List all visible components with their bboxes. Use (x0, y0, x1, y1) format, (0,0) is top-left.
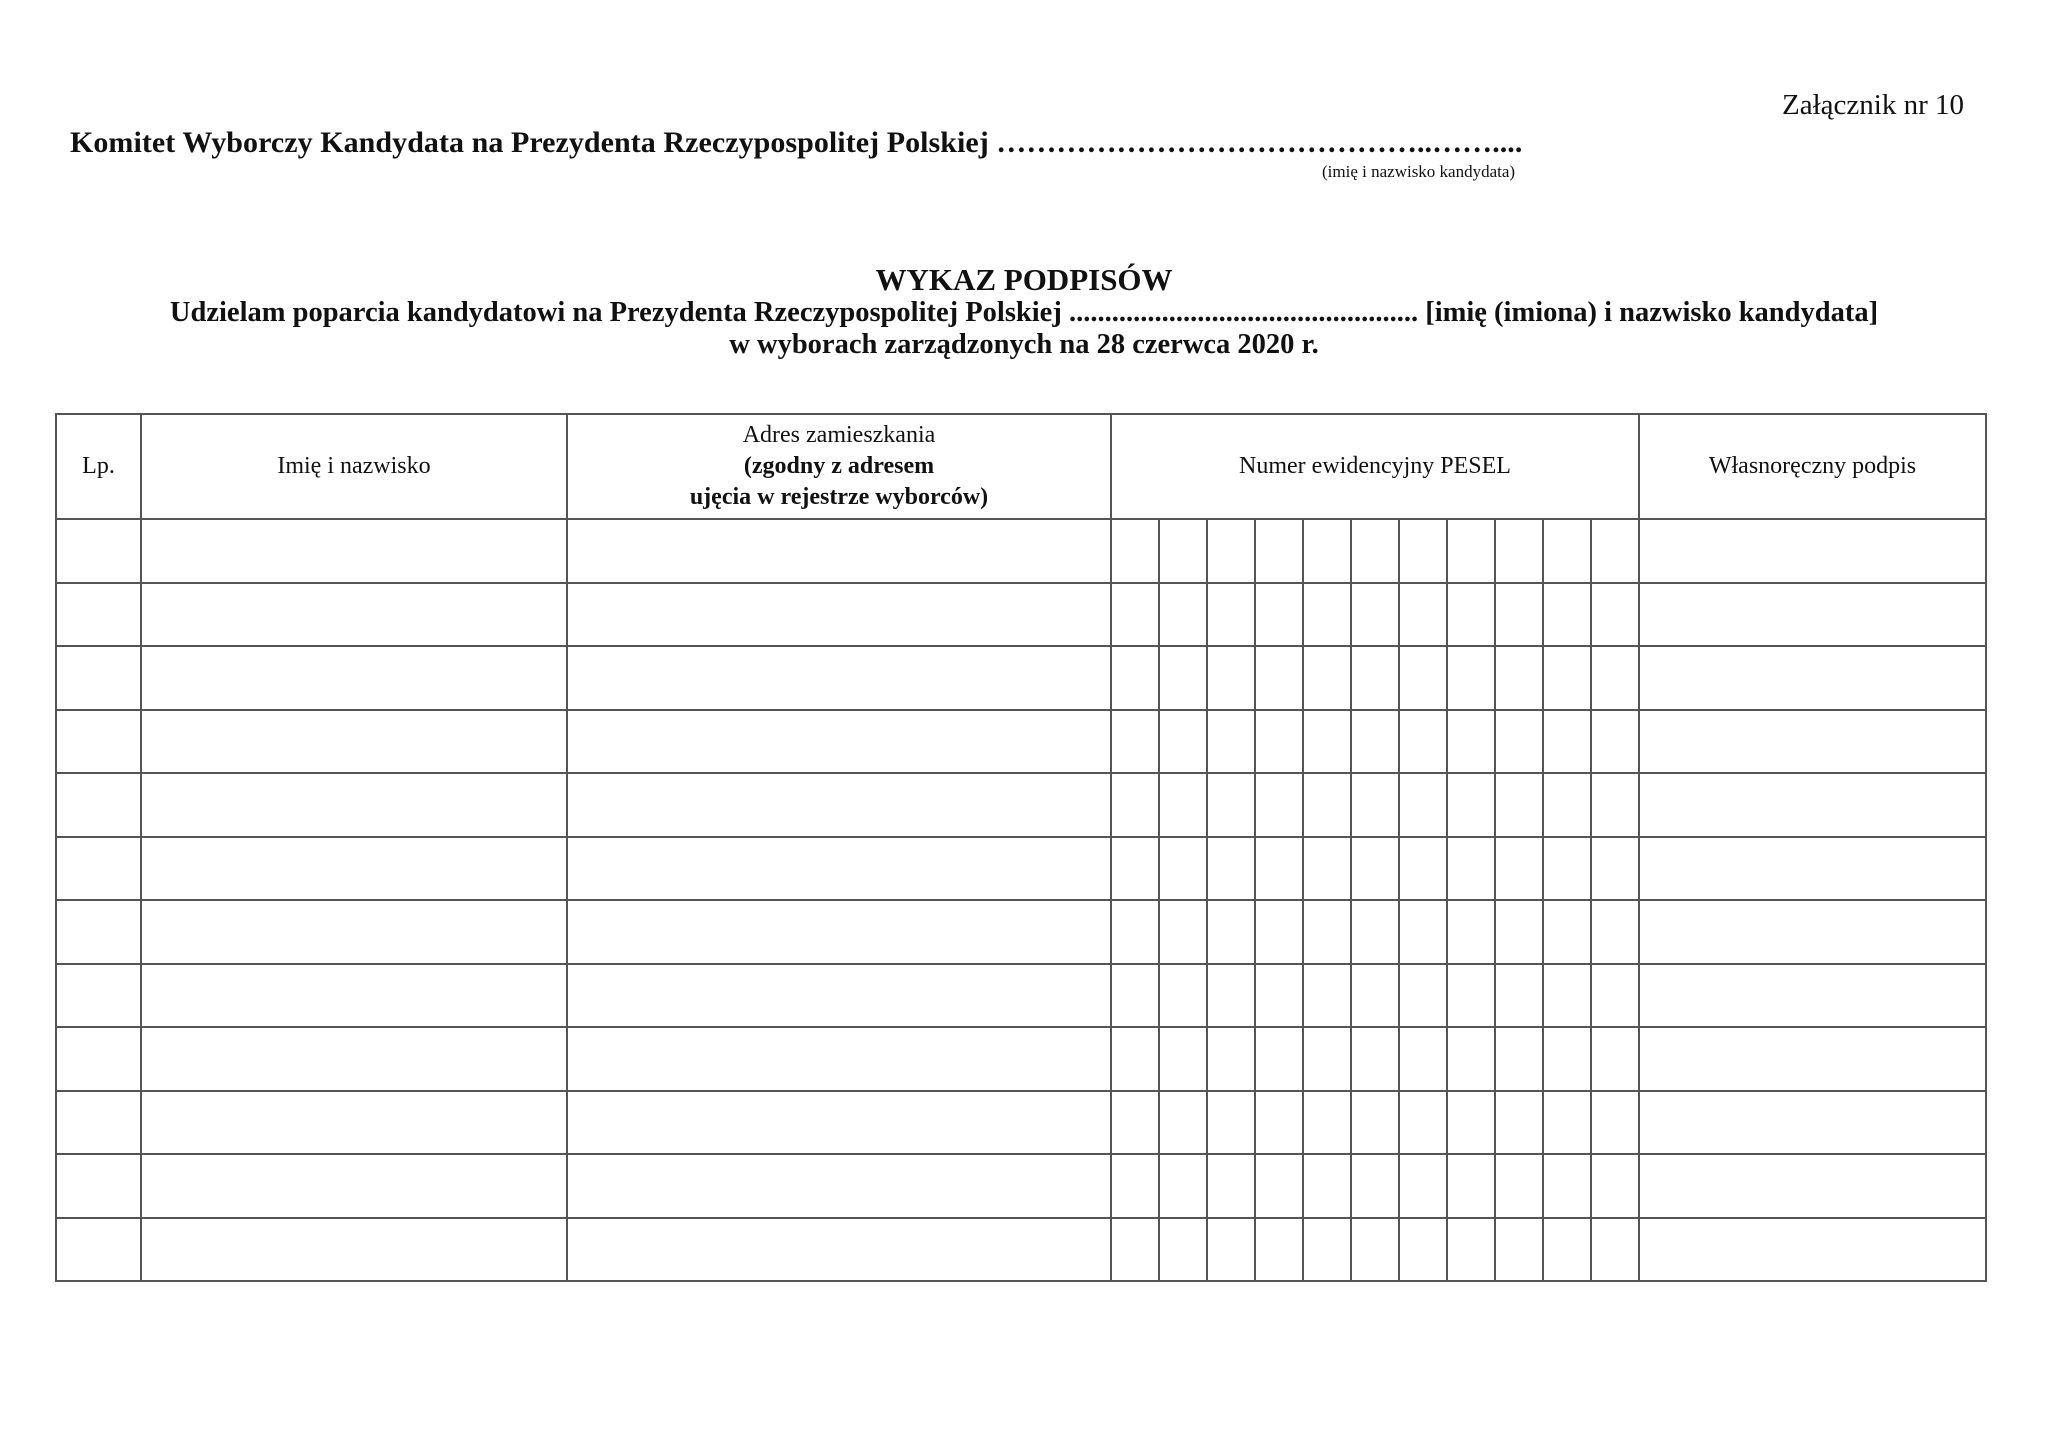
cell-pesel-digit[interactable] (1543, 1154, 1591, 1218)
header-address-note-1: (zgodny z adresem (743, 453, 935, 479)
cell-pesel-digit[interactable] (1255, 646, 1303, 710)
cell-pesel-digit[interactable] (1351, 1027, 1399, 1091)
header-address-title: Adres zamieszkania (742, 422, 936, 448)
cell-signature[interactable] (1639, 837, 1986, 901)
header-signature: Własnoręczny podpis (1639, 414, 1986, 519)
cell-pesel-digit[interactable] (1543, 1218, 1591, 1282)
cell-lp[interactable] (56, 773, 141, 837)
cell-name[interactable] (141, 1218, 567, 1282)
cell-lp[interactable] (56, 837, 141, 901)
cell-signature[interactable] (1639, 710, 1986, 774)
cell-pesel-digit[interactable] (1303, 964, 1351, 1028)
cell-signature[interactable] (1639, 646, 1986, 710)
cell-pesel-digit[interactable] (1399, 1091, 1447, 1155)
cell-pesel-digit[interactable] (1399, 519, 1447, 583)
cell-pesel-digit[interactable] (1399, 1154, 1447, 1218)
cell-pesel-digit[interactable] (1207, 1154, 1255, 1218)
cell-pesel-digit[interactable] (1399, 583, 1447, 647)
cell-lp[interactable] (56, 964, 141, 1028)
cell-pesel-digit[interactable] (1255, 773, 1303, 837)
cell-pesel-digit[interactable] (1207, 710, 1255, 774)
cell-pesel-digit[interactable] (1351, 964, 1399, 1028)
cell-pesel-digit[interactable] (1591, 519, 1639, 583)
cell-name[interactable] (141, 964, 567, 1028)
cell-lp[interactable] (56, 900, 141, 964)
cell-name[interactable] (141, 837, 567, 901)
cell-pesel-digit[interactable] (1447, 1154, 1495, 1218)
cell-lp[interactable] (56, 1154, 141, 1218)
cell-pesel-digit[interactable] (1447, 773, 1495, 837)
cell-pesel-digit[interactable] (1351, 1218, 1399, 1282)
cell-pesel-digit[interactable] (1111, 710, 1159, 774)
cell-pesel-digit[interactable] (1399, 964, 1447, 1028)
cell-pesel-digit[interactable] (1111, 1091, 1159, 1155)
cell-pesel-digit[interactable] (1495, 583, 1543, 647)
cell-pesel-digit[interactable] (1543, 837, 1591, 901)
cell-pesel-digit[interactable] (1207, 1027, 1255, 1091)
cell-pesel-digit[interactable] (1207, 646, 1255, 710)
header-address-note-2: ujęcia w rejestrze wyborców) (689, 484, 989, 510)
cell-pesel-digit[interactable] (1351, 1154, 1399, 1218)
cell-pesel-digit[interactable] (1111, 837, 1159, 901)
cell-name[interactable] (141, 583, 567, 647)
cell-lp[interactable] (56, 710, 141, 774)
cell-pesel-digit[interactable] (1159, 646, 1207, 710)
cell-pesel-digit[interactable] (1495, 900, 1543, 964)
cell-lp[interactable] (56, 583, 141, 647)
cell-pesel-digit[interactable] (1495, 837, 1543, 901)
cell-pesel-digit[interactable] (1543, 710, 1591, 774)
table-row (56, 773, 1986, 837)
cell-pesel-digit[interactable] (1303, 583, 1351, 647)
cell-pesel-digit[interactable] (1303, 1218, 1351, 1282)
cell-pesel-digit[interactable] (1255, 1218, 1303, 1282)
table-row (56, 964, 1986, 1028)
cell-pesel-digit[interactable] (1159, 837, 1207, 901)
cell-pesel-digit[interactable] (1303, 1154, 1351, 1218)
cell-pesel-digit[interactable] (1303, 1091, 1351, 1155)
cell-address[interactable] (567, 900, 1111, 964)
cell-pesel-digit[interactable] (1111, 583, 1159, 647)
cell-pesel-digit[interactable] (1399, 710, 1447, 774)
cell-pesel-digit[interactable] (1591, 1218, 1639, 1282)
cell-pesel-digit[interactable] (1111, 900, 1159, 964)
cell-pesel-digit[interactable] (1303, 519, 1351, 583)
cell-pesel-digit[interactable] (1591, 1027, 1639, 1091)
cell-pesel-digit[interactable] (1495, 773, 1543, 837)
cell-name[interactable] (141, 1091, 567, 1155)
cell-pesel-digit[interactable] (1495, 519, 1543, 583)
header-pesel: Numer ewidencyjny PESEL (1111, 414, 1639, 519)
cell-address[interactable] (567, 1154, 1111, 1218)
cell-pesel-digit[interactable] (1447, 900, 1495, 964)
cell-pesel-digit[interactable] (1207, 1091, 1255, 1155)
cell-name[interactable] (141, 646, 567, 710)
cell-pesel-digit[interactable] (1543, 583, 1591, 647)
cell-pesel-digit[interactable] (1111, 964, 1159, 1028)
cell-pesel-digit[interactable] (1447, 646, 1495, 710)
cell-pesel-digit[interactable] (1447, 519, 1495, 583)
cell-address[interactable] (567, 1027, 1111, 1091)
cell-address[interactable] (567, 1218, 1111, 1282)
support-statement: Udzielam poparcia kandydatowi na Prezydenta Rzeczypospolitej Polskiej ................................................. [imię (imiona) i nazwisko kandydata] (169, 297, 1879, 328)
cell-pesel-digit[interactable] (1111, 519, 1159, 583)
cell-address[interactable] (567, 519, 1111, 583)
cell-name[interactable] (141, 1154, 567, 1218)
cell-pesel-digit[interactable] (1543, 964, 1591, 1028)
cell-pesel-digit[interactable] (1351, 900, 1399, 964)
cell-address[interactable] (567, 837, 1111, 901)
document-title: WYKAZ PODPISÓW (875, 262, 1173, 297)
cell-pesel-digit[interactable] (1447, 1218, 1495, 1282)
cell-pesel-digit[interactable] (1255, 964, 1303, 1028)
cell-pesel-digit[interactable] (1207, 1218, 1255, 1282)
table-row (56, 837, 1986, 901)
cell-pesel-digit[interactable] (1399, 837, 1447, 901)
cell-pesel-digit[interactable] (1495, 1154, 1543, 1218)
cell-pesel-digit[interactable] (1255, 519, 1303, 583)
table-row (56, 1218, 1986, 1282)
cell-pesel-digit[interactable] (1111, 1027, 1159, 1091)
cell-pesel-digit[interactable] (1255, 1154, 1303, 1218)
committee-title: Komitet Wyborczy Kandydata na Prezydenta Rzeczypospolitej Polskiej ……………………………………..…….... (70, 126, 1523, 159)
cell-name[interactable] (141, 773, 567, 837)
cell-pesel-digit[interactable] (1111, 646, 1159, 710)
cell-pesel-digit[interactable] (1159, 1218, 1207, 1282)
cell-pesel-digit[interactable] (1351, 646, 1399, 710)
table-row (56, 710, 1986, 774)
cell-pesel-digit[interactable] (1303, 773, 1351, 837)
cell-signature[interactable] (1639, 1154, 1986, 1218)
cell-pesel-digit[interactable] (1351, 837, 1399, 901)
cell-address[interactable] (567, 710, 1111, 774)
cell-pesel-digit[interactable] (1351, 519, 1399, 583)
cell-pesel-digit[interactable] (1207, 519, 1255, 583)
signature-rows (56, 519, 1986, 1281)
cell-lp[interactable] (56, 646, 141, 710)
candidate-name-caption: (imię i nazwisko kandydata) (1322, 162, 1516, 181)
cell-pesel-digit[interactable] (1495, 1218, 1543, 1282)
cell-pesel-digit[interactable] (1159, 773, 1207, 837)
cell-pesel-digit[interactable] (1351, 773, 1399, 837)
cell-pesel-digit[interactable] (1495, 646, 1543, 710)
table-row (56, 1027, 1986, 1091)
cell-address[interactable] (567, 964, 1111, 1028)
cell-signature[interactable] (1639, 1091, 1986, 1155)
table-row (56, 583, 1986, 647)
cell-name[interactable] (141, 710, 567, 774)
cell-pesel-digit[interactable] (1303, 710, 1351, 774)
cell-pesel-digit[interactable] (1255, 837, 1303, 901)
cell-pesel-digit[interactable] (1495, 964, 1543, 1028)
table-row (56, 1091, 1986, 1155)
cell-signature[interactable] (1639, 583, 1986, 647)
cell-pesel-digit[interactable] (1447, 1091, 1495, 1155)
cell-address[interactable] (567, 1091, 1111, 1155)
cell-pesel-digit[interactable] (1543, 519, 1591, 583)
cell-name[interactable] (141, 1027, 567, 1091)
cell-pesel-digit[interactable] (1207, 583, 1255, 647)
cell-pesel-digit[interactable] (1591, 646, 1639, 710)
cell-pesel-digit[interactable] (1447, 710, 1495, 774)
cell-pesel-digit[interactable] (1255, 1027, 1303, 1091)
cell-pesel-digit[interactable] (1495, 710, 1543, 774)
cell-signature[interactable] (1639, 964, 1986, 1028)
cell-pesel-digit[interactable] (1303, 837, 1351, 901)
cell-pesel-digit[interactable] (1207, 964, 1255, 1028)
cell-signature[interactable] (1639, 1218, 1986, 1282)
cell-pesel-digit[interactable] (1159, 1091, 1207, 1155)
cell-pesel-digit[interactable] (1303, 900, 1351, 964)
cell-pesel-digit[interactable] (1159, 964, 1207, 1028)
cell-pesel-digit[interactable] (1255, 1091, 1303, 1155)
cell-pesel-digit[interactable] (1543, 773, 1591, 837)
cell-pesel-digit[interactable] (1591, 773, 1639, 837)
cell-pesel-digit[interactable] (1447, 964, 1495, 1028)
cell-pesel-digit[interactable] (1159, 519, 1207, 583)
cell-pesel-digit[interactable] (1447, 1027, 1495, 1091)
cell-pesel-digit[interactable] (1543, 1091, 1591, 1155)
cell-pesel-digit[interactable] (1159, 1027, 1207, 1091)
cell-pesel-digit[interactable] (1495, 1027, 1543, 1091)
cell-pesel-digit[interactable] (1447, 837, 1495, 901)
cell-pesel-digit[interactable] (1351, 583, 1399, 647)
cell-pesel-digit[interactable] (1303, 646, 1351, 710)
cell-pesel-digit[interactable] (1399, 646, 1447, 710)
cell-name[interactable] (141, 519, 567, 583)
cell-pesel-digit[interactable] (1351, 710, 1399, 774)
cell-address[interactable] (567, 646, 1111, 710)
table-row (56, 646, 1986, 710)
cell-pesel-digit[interactable] (1591, 964, 1639, 1028)
cell-pesel-digit[interactable] (1495, 1091, 1543, 1155)
cell-signature[interactable] (1639, 519, 1986, 583)
cell-pesel-digit[interactable] (1303, 1027, 1351, 1091)
cell-pesel-digit[interactable] (1351, 1091, 1399, 1155)
cell-pesel-digit[interactable] (1255, 583, 1303, 647)
cell-lp[interactable] (56, 519, 141, 583)
header-address (567, 414, 1111, 519)
table-row (56, 900, 1986, 964)
cell-pesel-digit[interactable] (1399, 900, 1447, 964)
cell-pesel-digit[interactable] (1111, 1218, 1159, 1282)
header-lp: Lp. (56, 414, 141, 519)
cell-pesel-digit[interactable] (1207, 837, 1255, 901)
cell-lp[interactable] (56, 1091, 141, 1155)
annex-label: Załącznik nr 10 (1782, 89, 1964, 121)
election-date-line: w wyborach zarządzonych na 28 czerwca 2020 r. (729, 329, 1319, 360)
cell-pesel-digit[interactable] (1591, 583, 1639, 647)
cell-signature[interactable] (1639, 900, 1986, 964)
table-row (56, 1154, 1986, 1218)
cell-pesel-digit[interactable] (1207, 900, 1255, 964)
cell-pesel-digit[interactable] (1591, 1154, 1639, 1218)
cell-pesel-digit[interactable] (1447, 583, 1495, 647)
cell-name[interactable] (141, 900, 567, 964)
cell-pesel-digit[interactable] (1591, 837, 1639, 901)
cell-lp[interactable] (56, 1218, 141, 1282)
cell-pesel-digit[interactable] (1111, 1154, 1159, 1218)
cell-pesel-digit[interactable] (1399, 773, 1447, 837)
cell-pesel-digit[interactable] (1399, 1027, 1447, 1091)
cell-pesel-digit[interactable] (1591, 1091, 1639, 1155)
cell-pesel-digit[interactable] (1543, 646, 1591, 710)
cell-pesel-digit[interactable] (1159, 583, 1207, 647)
cell-address[interactable] (567, 583, 1111, 647)
cell-address[interactable] (567, 773, 1111, 837)
cell-pesel-digit[interactable] (1207, 773, 1255, 837)
cell-pesel-digit[interactable] (1159, 710, 1207, 774)
cell-lp[interactable] (56, 1027, 141, 1091)
cell-pesel-digit[interactable] (1591, 710, 1639, 774)
table-header-row (56, 414, 1986, 519)
cell-pesel-digit[interactable] (1543, 900, 1591, 964)
signature-list-table (55, 413, 1987, 1282)
cell-pesel-digit[interactable] (1591, 900, 1639, 964)
cell-pesel-digit[interactable] (1159, 900, 1207, 964)
cell-pesel-digit[interactable] (1543, 1027, 1591, 1091)
header-name: Imię i nazwisko (141, 414, 567, 519)
cell-pesel-digit[interactable] (1255, 710, 1303, 774)
cell-pesel-digit[interactable] (1111, 773, 1159, 837)
cell-signature[interactable] (1639, 1027, 1986, 1091)
cell-pesel-digit[interactable] (1159, 1154, 1207, 1218)
table-row (56, 519, 1986, 583)
cell-pesel-digit[interactable] (1255, 900, 1303, 964)
cell-pesel-digit[interactable] (1399, 1218, 1447, 1282)
cell-signature[interactable] (1639, 773, 1986, 837)
